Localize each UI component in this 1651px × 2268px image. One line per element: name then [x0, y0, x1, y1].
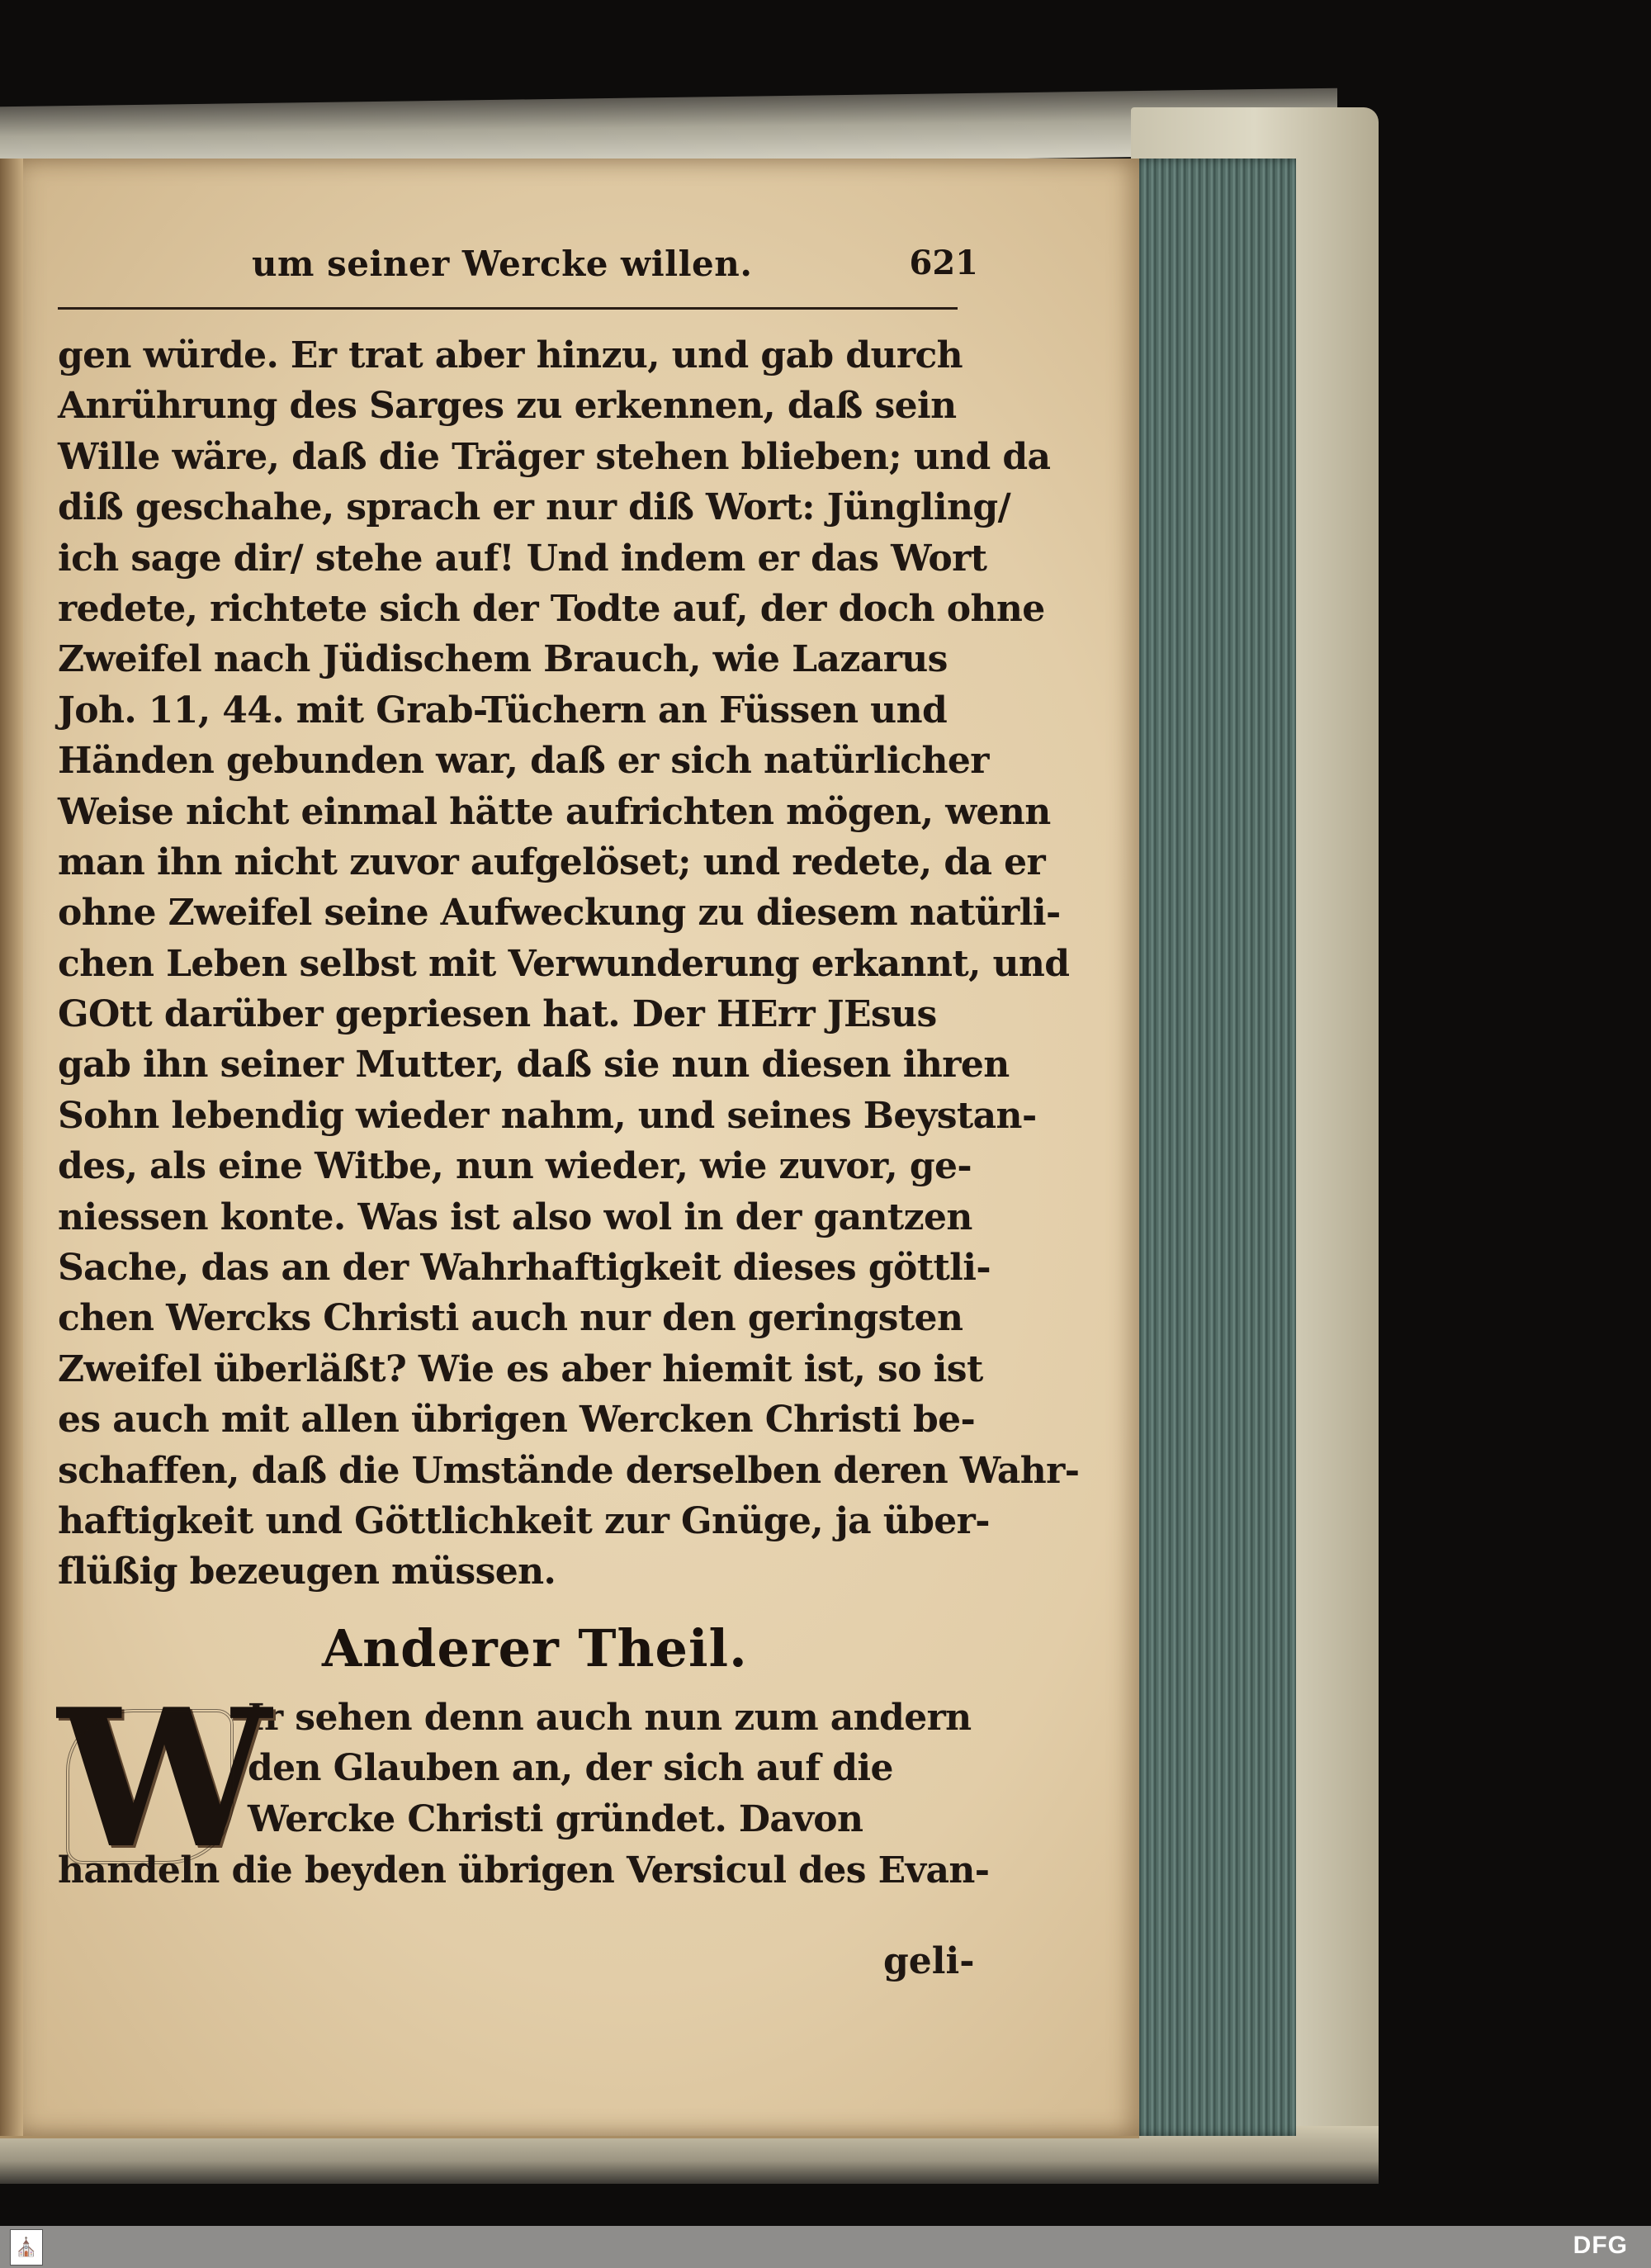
text-line: gen würde. Er trat aber hinzu, und gab durch	[58, 334, 963, 376]
text-line: diß geschahe, sprach er nur diß Wort: Jüngling/	[58, 486, 1011, 529]
text-line: gab ihn seiner Mutter, daß sie nun diesen ihren	[58, 1044, 1010, 1087]
viewer-footer	[0, 2226, 1651, 2268]
text-line: den Glauben an, der sich auf die	[248, 1747, 893, 1790]
library-seal-icon: ⛪	[10, 2229, 43, 2266]
text-line: chen Wercks Christi auch nur den geringsten	[58, 1297, 963, 1340]
text-line: ohne Zweifel seine Aufweckung zu diesem natürli-	[58, 892, 1061, 935]
text-line: Sache, das an der Wahrhaftigkeit dieses göttli-	[58, 1247, 991, 1290]
page-number: 621	[909, 244, 978, 282]
text-line: haftigkeit und Göttlichkeit zur Gnüge, ja über-	[58, 1499, 990, 1542]
running-head: um seiner Wercke willen.	[252, 244, 753, 284]
text-line: GOtt darüber gepriesen hat. Der HErr JEsus	[58, 993, 937, 1036]
text-line: Weise nicht einmal hätte aufrichten mögen, wenn	[58, 790, 1051, 833]
page-header	[58, 244, 978, 293]
text-line: ich sage dir/ stehe auf! Und indem er das Wort	[58, 537, 987, 580]
text-line: redete, richtete sich der Todte auf, der doch ohne	[58, 587, 1045, 630]
body-text	[58, 330, 1080, 1598]
text-line: Wercke Christi gründet. Davon	[248, 1797, 863, 1840]
text-line: schaffen, daß die Umstände derselben deren Wahr-	[58, 1449, 1080, 1492]
text-line: Wille wäre, daß die Träger stehen blieben; und da	[58, 435, 1051, 478]
text-line: niessen konte. Was ist also wol in der gantzen	[58, 1196, 972, 1238]
drop-cap-initial: W	[58, 1668, 272, 1891]
text-line: Zweifel nach Jüdischem Brauch, wie Lazarus	[58, 638, 948, 681]
text-line: des, als eine Witbe, nun wieder, wie zuvor, ge-	[58, 1145, 972, 1188]
text-line: Ir sehen denn auch nun zum andern	[248, 1697, 972, 1739]
text-line: Zweifel überläßt? Wie es aber hiemit ist, so ist	[58, 1347, 983, 1390]
text-line: man ihn nicht zuvor aufgelöset; und redete, da er	[58, 840, 1046, 883]
final-lines	[58, 1845, 990, 1896]
text-line: Joh. 11, 44. mit Grab-Tüchern an Füssen und	[58, 689, 948, 732]
text-line: Händen gebunden war, daß er sich natürlicher	[58, 740, 989, 783]
header-rule	[58, 307, 958, 310]
section-heading: Anderer Theil.	[322, 1618, 748, 1679]
catchword: geli-	[883, 1940, 975, 1982]
text-line: handeln die beyden übrigen Versicul des Evan-	[58, 1849, 990, 1892]
text-line: flüßig bezeugen müssen.	[58, 1551, 556, 1593]
text-line: Anrührung des Sarges zu erkennen, daß sein	[58, 385, 957, 428]
text-line: chen Leben selbst mit Verwunderung erkannt, und	[58, 942, 1070, 985]
text-line: Sohn lebendig wieder nahm, und seines Beystan-	[58, 1094, 1037, 1137]
dfg-logo: DFG	[1573, 2232, 1628, 2259]
text-line: es auch mit allen übrigen Wercken Christi be-	[58, 1399, 976, 1442]
page-gutter	[0, 159, 23, 2136]
